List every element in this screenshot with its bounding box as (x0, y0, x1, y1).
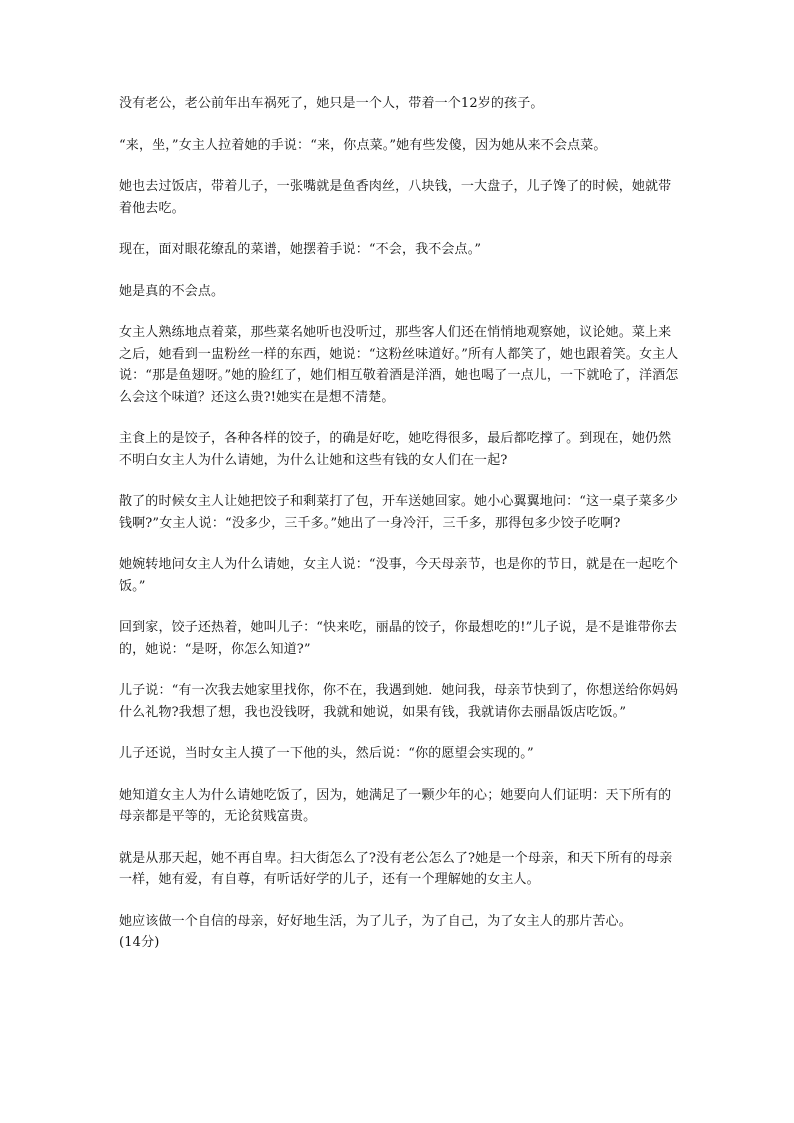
paragraph-13: 她知道女主人为什么请她吃饭了，因为，她满足了一颗少年的心；她要向人们证明：天下所有的母亲都是平等的，无论贫贱富贵。 (119, 787, 672, 824)
paragraph-7: 主食上的是饺子，各种各样的饺子，的确是好吃，她吃得很多，最后都吃撑了。到现在，她仍然不明白女主人为什么请她，为什么让她和这些有钱的女人们在一起? (119, 431, 672, 468)
paragraph-14: 就是从那天起，她不再自卑。扫大街怎么了?没有老公怎么了?她是一个母亲，和天下所有的母亲一样，她有爱，有自尊，有听话好学的儿子，还有一个理解她的女主人。 (119, 850, 673, 887)
paragraph-3: 她也去过饭店，带着儿子，一张嘴就是鱼香肉丝，八块钱，一大盘子，儿子馋了的时候，她就带着他去吃。 (119, 179, 672, 216)
paragraph-8: 散了的时候女主人让她把饺子和剩菜打了包，开车送她回家。她小心翼翼地问：“这一桌子菜多少钱啊?”女主人说：“没多少，三千多。”她出了一身冷汗，三千多，那得包多少饺子吃啊? (119, 494, 679, 531)
paragraph-12: 儿子还说，当时女主人摸了一下他的头，然后说：“你的愿望会实现的。” (119, 746, 534, 761)
paragraph-4: 现在，面对眼花缭乱的菜谱，她摆着手说：“不会，我不会点。” (119, 242, 482, 257)
paragraph-9: 她婉转地问女主人为什么请她，女主人说：“没事，今天母亲节，也是你的节日，就是在一起吃个饭。” (119, 557, 679, 594)
paragraph-1: 没有老公，老公前年出车祸死了，她只是一个人，带着一个12岁的孩子。 (119, 96, 544, 111)
paragraph-2: “来，坐，”女主人拉着她的手说：“来，你点菜。”她有些发傻，因为她从来不会点菜。 (119, 137, 607, 153)
paragraph-10: 回到家，饺子还热着，她叫儿子：“快来吃，丽晶的饺子，你最想吃的!”儿子说，是不是谁带你去的，她说：“是呀，你怎么知道?” (119, 620, 678, 657)
paragraph-6: 女主人熟练地点着菜，那些菜名她听也没听过，那些客人们还在悄悄地观察她，议论她。菜上来之后，她看到一盅粉丝一样的东西，她说：“这粉丝味道好。”所有人都笑了，她也跟着笑。女主人说：“那是鱼翅呀。”她的脸红了，她们相互敬着酒是洋酒，她也喝了一点儿，一下就呛了，洋酒怎么会这个味道？还这么贵?!她实在是想不清楚。 (119, 325, 679, 405)
score-note: (14分) (119, 935, 160, 950)
paragraph-5: 她是真的不会点。 (119, 283, 225, 299)
document-body (119, 93, 679, 954)
paragraph-11: 儿子说：“有一次我去她家里找你，你不在，我遇到她．她问我，母亲节快到了，你想送给你妈妈什么礼物?我想了想，我也没钱呀，我就和她说，如果有钱，我就请你去丽晶饭店吃饭。” (119, 683, 679, 720)
paragraph-15: 她应该做一个自信的母亲，好好地生活，为了儿子，为了自己，为了女主人的那片苦心。 (119, 913, 632, 929)
